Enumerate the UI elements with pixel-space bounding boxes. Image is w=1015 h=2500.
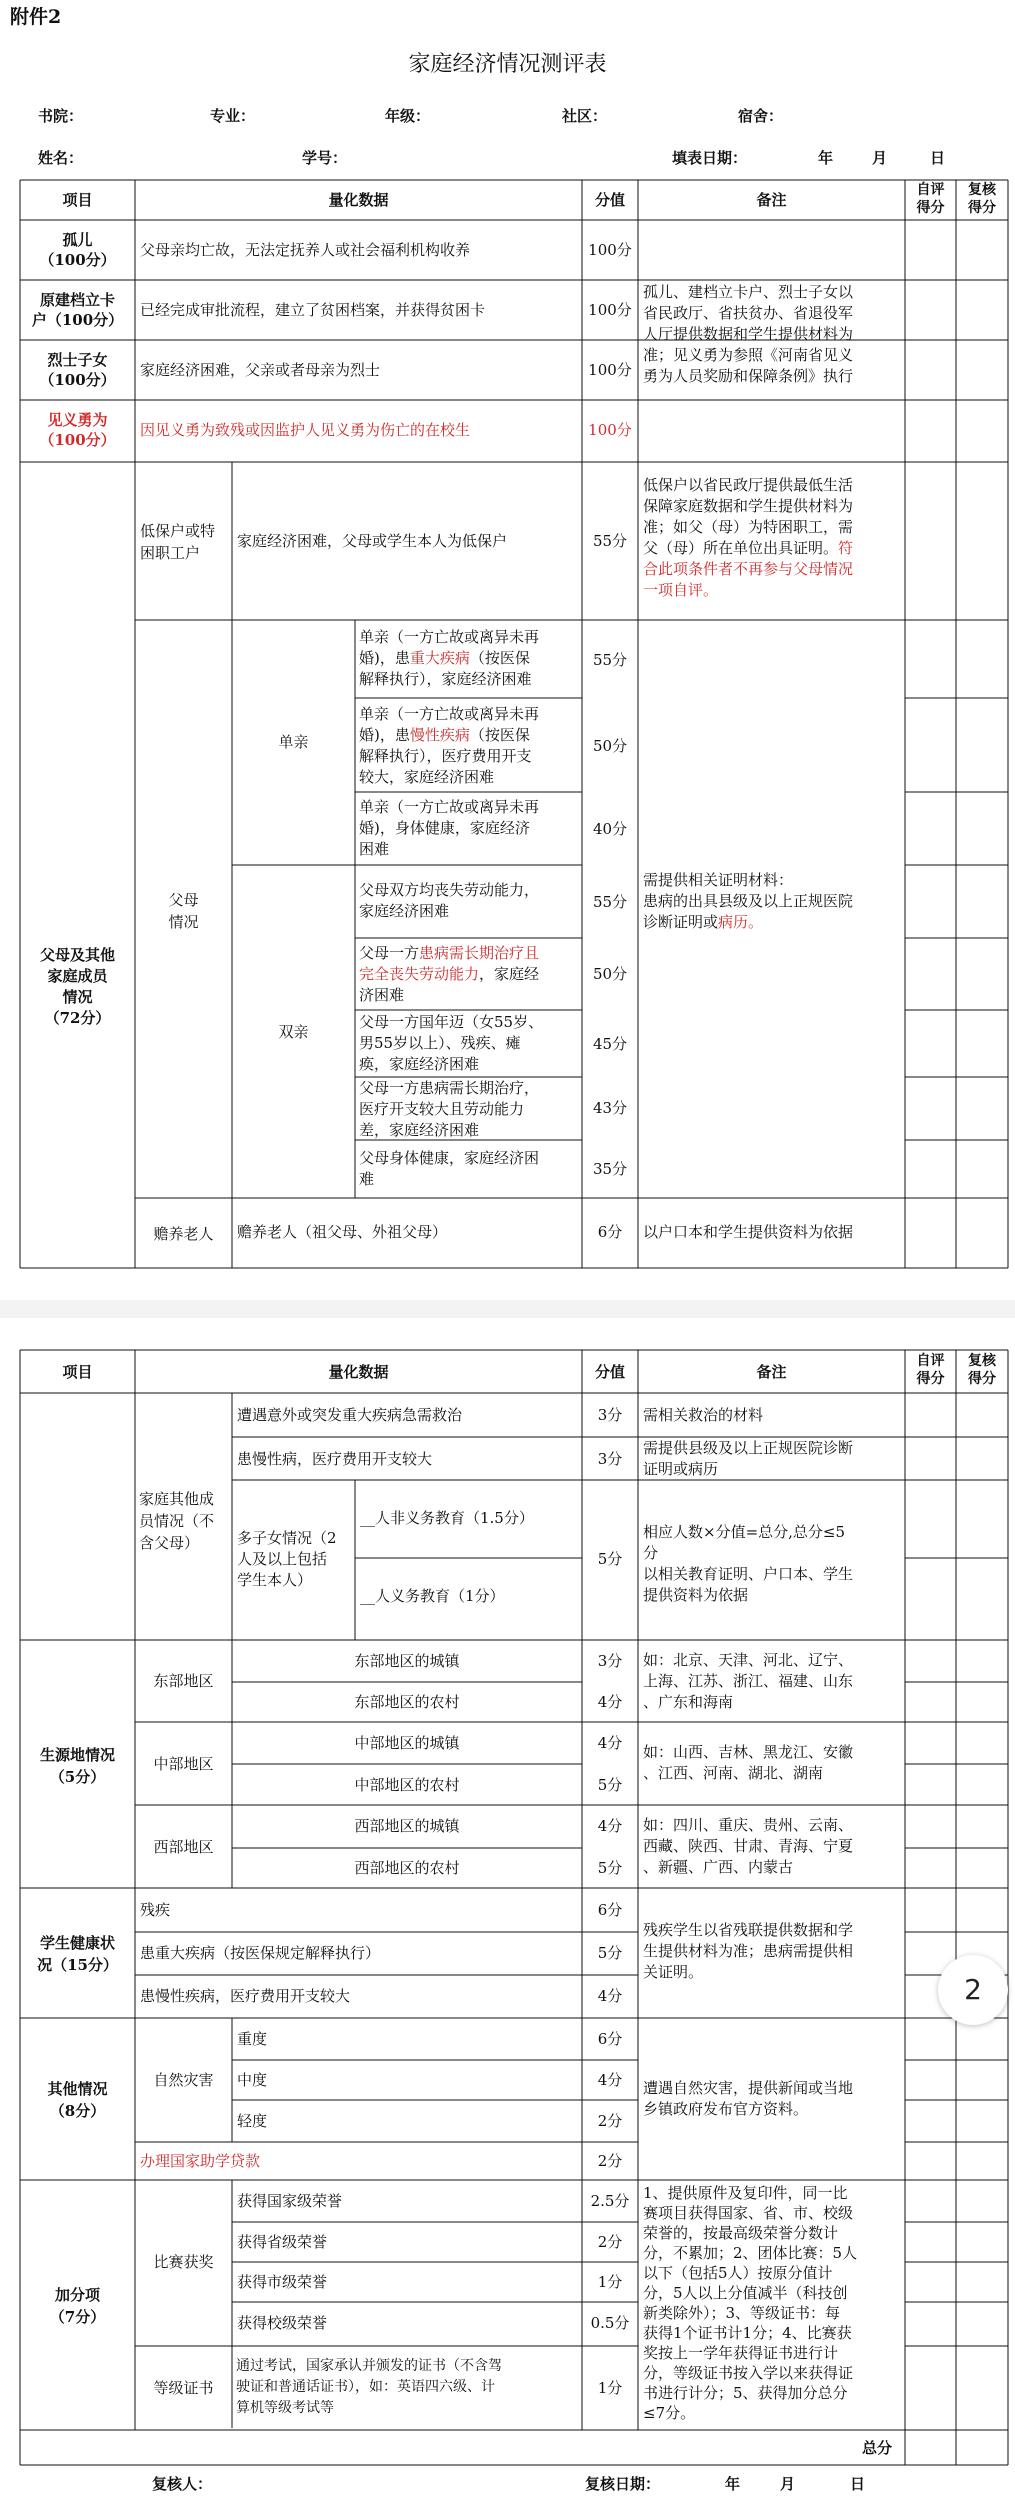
review-month: 月 bbox=[780, 2475, 796, 2493]
health-score-2: 5分 bbox=[597, 1944, 623, 1962]
martyr-title-1: 烈士子女 bbox=[47, 351, 108, 369]
health-remark-line: 关证明。 bbox=[643, 1963, 704, 1981]
orphan-title-2: （100分） bbox=[39, 251, 116, 269]
review-date-label: 复核日期： bbox=[585, 2475, 661, 2493]
cert-text bbox=[236, 2356, 502, 2419]
poverty-score: 100分 bbox=[588, 301, 632, 319]
poverty-title bbox=[20, 290, 135, 330]
region-east-label: 东部地区 bbox=[153, 1672, 214, 1690]
other-remark bbox=[643, 2078, 853, 2120]
east-rural: 东部地区的农村 bbox=[354, 1693, 460, 1711]
remark-100-line: 省民政厅、省扶贫办、省退役军 bbox=[643, 304, 854, 322]
origin-title-line: 生源地情况 bbox=[39, 1746, 115, 1764]
bonus-title-line: （7分） bbox=[49, 2308, 106, 2326]
multi-label-line: 人及以上包括 bbox=[237, 1550, 328, 1568]
low-remark-line: 低保户以省民政厅提供最低生活 bbox=[643, 476, 854, 494]
health-score-3: 4分 bbox=[597, 1987, 623, 2005]
multi-remark-line: 分 bbox=[643, 1544, 659, 1562]
east-remark-line: 如：北京、天津、河北、辽宁、 bbox=[643, 1651, 854, 1669]
single-1-score: 55分 bbox=[592, 651, 628, 669]
west-remark-line: 如：四川、重庆、贵州、云南、 bbox=[643, 1816, 854, 1834]
parents-remark bbox=[643, 870, 853, 933]
cert-text-line: 通过考试，国家承认并颁发的证书（不含驾 bbox=[236, 2358, 502, 2374]
low-label-line: 困职工户 bbox=[140, 544, 201, 562]
orphan-score: 100分 bbox=[588, 241, 632, 259]
bonus-remark-line: 分，等级证书按入学以来获得证 bbox=[643, 2364, 854, 2382]
elderly-label: 赡养老人 bbox=[153, 1225, 214, 1243]
other-title-line: 其他情况 bbox=[47, 2080, 108, 2098]
low-remark-red: 合此项条件者不再参与父母情况 bbox=[643, 560, 854, 578]
bonus-remark-line: 赛项目获得国家、省、市、校级 bbox=[643, 2204, 854, 2222]
martyr-score: 100分 bbox=[588, 361, 632, 379]
header-self bbox=[905, 1352, 956, 1388]
double-3-line: 痪，家庭经济困难 bbox=[359, 1055, 480, 1073]
central-remark bbox=[643, 1742, 853, 1784]
header-score: 分值 bbox=[594, 191, 625, 209]
multi-label bbox=[237, 1528, 337, 1591]
east-remark-line: 上海、江苏、浙江、福建、山东 bbox=[643, 1672, 854, 1690]
other-title-line: （8分） bbox=[49, 2102, 106, 2120]
single-3-line: 困难 bbox=[359, 840, 390, 858]
double-row-1 bbox=[359, 880, 581, 922]
central-remark-line: 、江西、河南、湖北、湖南 bbox=[643, 1764, 824, 1782]
family-title-line: 父母及其他 bbox=[39, 946, 115, 964]
region-west-label: 西部地区 bbox=[153, 1838, 214, 1856]
single-2-line: （按医保 bbox=[469, 726, 530, 744]
hero-score: 100分 bbox=[588, 421, 632, 439]
cert-text-line: 驶证和普通话证书），如：英语四六级、计 bbox=[236, 2379, 495, 2395]
double-2-line: 济困难 bbox=[359, 986, 405, 1004]
date-label: 填表日期： bbox=[672, 149, 748, 167]
single-2-line: 单亲（一方亡故或离异未再 bbox=[359, 705, 540, 723]
award-provincial: 获得省级荣誉 bbox=[237, 2233, 328, 2251]
header-item: 项目 bbox=[62, 191, 93, 209]
single-row-1 bbox=[359, 627, 581, 690]
martyr-text: 家庭经济困难，父亲或者母亲为烈士 bbox=[140, 361, 381, 379]
award-label: 比赛获奖 bbox=[153, 2253, 214, 2271]
double-5-line: 父母身体健康，家庭经济困 bbox=[359, 1149, 540, 1167]
double-row-3 bbox=[359, 1012, 581, 1075]
low-remark-line: 保障家庭数据和学生提供材料为 bbox=[643, 497, 854, 515]
other-remark-line: 遭遇自然灾害，提供新闻或当地 bbox=[643, 2079, 854, 2097]
central-rural-score: 5分 bbox=[597, 1776, 623, 1794]
origin-title bbox=[20, 1744, 135, 1788]
west-town-score: 4分 bbox=[597, 1817, 623, 1835]
single-2-red: 慢性疾病 bbox=[409, 726, 470, 744]
central-town: 中部地区的城镇 bbox=[354, 1734, 460, 1752]
header-review bbox=[956, 1352, 1008, 1388]
chronic-remark bbox=[643, 1438, 853, 1480]
central-town-score: 4分 bbox=[597, 1734, 623, 1752]
chronic-remark-line: 证明或病历 bbox=[643, 1460, 719, 1478]
remark-100 bbox=[643, 282, 853, 387]
multi-remark-line: 以相关教育证明、户口本、学生 bbox=[643, 1565, 854, 1583]
west-remark-line: 西藏、陕西、甘肃、青海、宁夏 bbox=[643, 1837, 854, 1855]
double-3-score: 45分 bbox=[592, 1035, 628, 1053]
martyr-title-2: （100分） bbox=[39, 371, 116, 389]
single-2-line: 解释执行），医疗费用开支 bbox=[359, 747, 532, 765]
chronic-score: 3分 bbox=[597, 1450, 623, 1468]
low-remark bbox=[643, 475, 853, 601]
low-remark-line: 准；如父（母）为特困职工，需 bbox=[643, 518, 854, 536]
header-self bbox=[905, 181, 956, 217]
header-review-1: 复核 bbox=[968, 1353, 996, 1369]
orphan-title-1: 孤儿 bbox=[62, 231, 93, 249]
bonus-remark-line: 书进行计分；5、获得加分总分 bbox=[643, 2384, 848, 2402]
low-label bbox=[140, 520, 215, 564]
disaster-moderate-score: 4分 bbox=[597, 2071, 623, 2089]
double-2-red: 患病需长期治疗且 bbox=[419, 944, 540, 962]
single-row-2 bbox=[359, 704, 581, 788]
award-national: 获得国家级荣誉 bbox=[237, 2192, 343, 2210]
low-remark-line: 父（母）所在单位出具证明。 bbox=[643, 539, 839, 557]
double-1-line: 家庭经济困难 bbox=[359, 902, 450, 920]
double-2-score: 50分 bbox=[592, 965, 628, 983]
region-central-label: 中部地区 bbox=[153, 1755, 214, 1773]
header-review-1: 复核 bbox=[968, 182, 996, 198]
attachment-label: 附件2 bbox=[10, 6, 62, 28]
health-title bbox=[20, 1932, 135, 1976]
bonus-remark-line: 奖按上一学年获得证书进行计 bbox=[643, 2344, 839, 2362]
multi-remark-line: 提供资料为依据 bbox=[643, 1586, 749, 1604]
header-self-2: 得分 bbox=[916, 200, 945, 216]
bonus-remark-line: ≤7分。 bbox=[643, 2404, 696, 2422]
bonus-remark-line: 1、提供原件及复印件，同一比 bbox=[643, 2184, 848, 2202]
east-rural-score: 4分 bbox=[597, 1693, 623, 1711]
family-title bbox=[20, 945, 135, 1029]
major-label: 专业： bbox=[210, 107, 256, 125]
award-national-score: 2.5分 bbox=[590, 2192, 630, 2210]
east-town-score: 3分 bbox=[597, 1652, 623, 1670]
student-id-label: 学号： bbox=[302, 149, 348, 167]
poverty-title-1: 原建档立卡 bbox=[39, 291, 115, 309]
header-remark: 备注 bbox=[756, 1363, 787, 1381]
header-item: 项目 bbox=[62, 1363, 93, 1381]
remark-100-line: 勇为人员奖励和保障条例》执行 bbox=[643, 367, 854, 385]
family-title-line: （72分） bbox=[44, 1009, 111, 1027]
family-other-label bbox=[139, 1488, 214, 1554]
parents-remark-line: 需提供相关证明材料： bbox=[643, 871, 794, 889]
bonus-remark-line: 以下（包括5人）按原分值计 bbox=[643, 2264, 833, 2282]
double-2-line: 父母一方 bbox=[359, 944, 420, 962]
cert-text-line: 算机等级考试等 bbox=[236, 2400, 334, 2416]
single-row-3 bbox=[359, 797, 581, 860]
low-text: 家庭经济困难，父母或学生本人为低保户 bbox=[237, 532, 508, 550]
page-indicator-button[interactable]: 2 bbox=[938, 1955, 1008, 2025]
total-label: 总分 bbox=[862, 2439, 893, 2457]
dorm-label: 宿舍： bbox=[738, 107, 784, 125]
hero-title-1: 见义勇为 bbox=[47, 411, 108, 429]
double-3-line: 父母一方国年迈（女55岁、 bbox=[359, 1013, 544, 1031]
remark-100-line: 孤儿、建档立卡户、烈士子女以 bbox=[643, 283, 854, 301]
parents-label bbox=[135, 889, 232, 933]
family-title-line: 情况 bbox=[62, 988, 93, 1006]
double-1-score: 55分 bbox=[592, 893, 628, 911]
disaster-label: 自然灾害 bbox=[153, 2071, 214, 2089]
double-3-line: 男55岁以上）、残疾、瘫 bbox=[359, 1034, 521, 1052]
academy-label: 书院： bbox=[38, 107, 84, 125]
bonus-remark-line: 新类除外）；3、等级证书：每 bbox=[643, 2304, 841, 2322]
cert-label: 等级证书 bbox=[153, 2379, 214, 2397]
disaster-moderate: 中度 bbox=[237, 2071, 268, 2089]
central-remark-line: 如：山西、吉林、黑龙江、安徽 bbox=[643, 1743, 854, 1761]
multi-remark-line: 相应人数×分值=总分,总分≤5 bbox=[643, 1523, 846, 1541]
double-row-2 bbox=[359, 943, 581, 1006]
date-year: 年 bbox=[818, 149, 834, 167]
double-row-4 bbox=[359, 1078, 581, 1141]
double-5-line: 难 bbox=[359, 1170, 375, 1188]
bonus-remark-line: 获得1个证书计1分；4、比赛获 bbox=[643, 2324, 852, 2342]
martyr-title bbox=[20, 350, 135, 390]
accident-remark: 需相关救治的材料 bbox=[643, 1406, 764, 1424]
double-4-line: 医疗开支较大且劳动能力 bbox=[359, 1100, 525, 1118]
header-score: 分值 bbox=[594, 1363, 625, 1381]
accident-text: 遭遇意外或突发重大疾病急需救治 bbox=[237, 1406, 463, 1424]
low-remark-red: 符 bbox=[838, 539, 854, 557]
single-1-red: 重大疾病 bbox=[409, 649, 470, 667]
bonus-title-line: 加分项 bbox=[54, 2286, 100, 2304]
disaster-mild-score: 2分 bbox=[597, 2112, 623, 2130]
review-year: 年 bbox=[725, 2475, 741, 2493]
bonus-remark-line: 分，不累加；2、团体比赛：5人 bbox=[643, 2244, 858, 2262]
multi-label-line: 学生本人） bbox=[237, 1571, 313, 1589]
central-rural: 中部地区的农村 bbox=[354, 1776, 460, 1794]
name-label: 姓名： bbox=[38, 149, 84, 167]
orphan-text: 父母亲均亡故，无法定抚养人或社会福利机构收养 bbox=[140, 241, 471, 259]
accident-score: 3分 bbox=[597, 1406, 623, 1424]
multi-score: 5分 bbox=[597, 1550, 623, 1568]
double-4-score: 43分 bbox=[592, 1099, 628, 1117]
low-remark-red: 一项自评。 bbox=[643, 581, 719, 599]
poverty-title-2: 户（100分） bbox=[31, 311, 124, 329]
bonus-title bbox=[20, 2284, 135, 2328]
hero-title-2: （100分） bbox=[39, 431, 116, 449]
header-remark: 备注 bbox=[756, 191, 787, 209]
single-1-line: 单亲（一方亡故或离异未再 bbox=[359, 628, 540, 646]
single-1-line: （按医保 bbox=[469, 649, 530, 667]
health-score-1: 6分 bbox=[597, 1901, 623, 1919]
loan-text: 办理国家助学贷款 bbox=[140, 2152, 261, 2170]
east-town: 东部地区的城镇 bbox=[354, 1652, 460, 1670]
award-provincial-score: 2分 bbox=[597, 2233, 623, 2251]
health-remark bbox=[643, 1920, 853, 1983]
grade-label: 年级： bbox=[385, 107, 431, 125]
double-1-line: 父母双方均丧失劳动能力， bbox=[359, 881, 540, 899]
header-self-1: 自评 bbox=[916, 182, 945, 198]
double-2-red: 完全丧失劳动能力 bbox=[359, 965, 480, 983]
award-city: 获得市级荣誉 bbox=[237, 2273, 328, 2291]
page-break bbox=[0, 1300, 1015, 1318]
parents-label-line: 情况 bbox=[168, 913, 199, 931]
award-school: 获得校级荣誉 bbox=[237, 2314, 328, 2332]
review-day: 日 bbox=[850, 2475, 866, 2493]
parents-remark-red: 病历。 bbox=[718, 913, 764, 931]
remark-100-line: 准；见义勇为参照《河南省见义 bbox=[643, 346, 854, 364]
health-row-1: 残疾 bbox=[140, 1901, 171, 1919]
parents-remark-line: 患病的出具县级及以上正规医院 bbox=[643, 892, 854, 910]
cert-score: 1分 bbox=[597, 2379, 623, 2397]
orphan-title bbox=[20, 230, 135, 270]
east-remark bbox=[643, 1650, 853, 1713]
multi-non-compulsory: __人非义务教育（1.5分） bbox=[360, 1509, 534, 1527]
multi-remark bbox=[643, 1522, 853, 1606]
family-other-label-line: 员情况（不 bbox=[139, 1512, 215, 1530]
header-self-2: 得分 bbox=[916, 1371, 945, 1387]
elderly-score: 6分 bbox=[597, 1223, 623, 1241]
west-town: 西部地区的城镇 bbox=[354, 1817, 460, 1835]
other-title bbox=[20, 2078, 135, 2122]
health-row-2: 患重大疾病（按医保规定解释执行） bbox=[140, 1944, 381, 1962]
disaster-severe: 重度 bbox=[237, 2030, 268, 2048]
multi-label-line: 多子女情况（2 bbox=[237, 1529, 337, 1547]
origin-title-line: （5分） bbox=[49, 1768, 106, 1786]
chronic-text: 患慢性病，医疗费用开支较大 bbox=[237, 1450, 433, 1468]
hero-title bbox=[20, 410, 135, 450]
health-remark-line: 残疾学生以省残联提供数据和学 bbox=[643, 1921, 854, 1939]
chronic-remark-line: 需提供县级及以上正规医院诊断 bbox=[643, 1439, 854, 1457]
double-4-line: 差，家庭经济困难 bbox=[359, 1121, 480, 1139]
other-remark-line: 乡镇政府发布官方资料。 bbox=[643, 2100, 809, 2118]
family-other-label-line: 含父母） bbox=[139, 1534, 200, 1552]
east-remark-line: 、广东和海南 bbox=[643, 1693, 734, 1711]
multi-compulsory: __人义务教育（1分） bbox=[360, 1587, 505, 1605]
west-rural: 西部地区的农村 bbox=[354, 1859, 460, 1877]
single-2-score: 50分 bbox=[592, 737, 628, 755]
header-review bbox=[956, 181, 1008, 217]
hero-text: 因见义勇为致残或因监护人见义勇为伤亡的在校生 bbox=[140, 421, 471, 439]
west-rural-score: 5分 bbox=[597, 1859, 623, 1877]
date-month: 月 bbox=[872, 149, 888, 167]
date-day: 日 bbox=[930, 149, 946, 167]
poverty-text: 已经完成审批流程，建立了贫困档案，并获得贫困卡 bbox=[140, 301, 486, 319]
elderly-text: 赡养老人（祖父母、外祖父母） bbox=[237, 1223, 448, 1241]
single-2-line: 婚)，患 bbox=[359, 726, 410, 744]
double-2-line: ，家庭经 bbox=[479, 965, 540, 983]
page-title: 家庭经济情况测评表 bbox=[408, 52, 607, 77]
west-remark-line: 、新疆、广西、内蒙古 bbox=[643, 1858, 794, 1876]
remark-100-line: 人厅提供数据和学生提供材料为 bbox=[643, 325, 854, 343]
single-3-line: 单亲（一方亡故或离异未再 bbox=[359, 798, 540, 816]
reviewer-label: 复核人： bbox=[152, 2475, 213, 2493]
double-5-score: 35分 bbox=[592, 1160, 628, 1178]
family-other-label-line: 家庭其他成 bbox=[139, 1490, 215, 1508]
parents-label-line: 父母 bbox=[168, 891, 199, 909]
loan-score: 2分 bbox=[597, 2152, 623, 2170]
single-2-line: 较大，家庭经济困难 bbox=[359, 768, 495, 786]
double-label: 双亲 bbox=[278, 1023, 309, 1041]
parents-remark-line: 诊断证明或 bbox=[643, 913, 719, 931]
award-city-score: 1分 bbox=[597, 2273, 623, 2291]
elderly-remark: 以户口本和学生提供资料为依据 bbox=[643, 1223, 854, 1241]
health-title-line: 况（15分） bbox=[37, 1956, 118, 1974]
bonus-remark-line: 荣誉的，按最高级荣誉分数计 bbox=[643, 2224, 839, 2242]
double-row-5 bbox=[359, 1148, 581, 1190]
header-quant: 量化数据 bbox=[328, 191, 389, 209]
single-label: 单亲 bbox=[278, 733, 309, 751]
header-quant: 量化数据 bbox=[328, 1363, 389, 1381]
community-label: 社区： bbox=[562, 107, 608, 125]
west-remark bbox=[643, 1815, 853, 1878]
award-school-score: 0.5分 bbox=[590, 2314, 630, 2332]
single-3-score: 40分 bbox=[592, 820, 628, 838]
low-label-line: 低保户或特 bbox=[140, 522, 216, 540]
double-4-line: 父母一方患病需长期治疗， bbox=[359, 1079, 540, 1097]
single-1-line: 解释执行），家庭经济困难 bbox=[359, 670, 532, 688]
header-review-2: 得分 bbox=[968, 1371, 996, 1387]
disaster-mild: 轻度 bbox=[237, 2112, 268, 2130]
low-score: 55分 bbox=[592, 532, 628, 550]
bonus-remark bbox=[643, 2183, 857, 2423]
health-remark-line: 生提供材料为准；患病需提供相 bbox=[643, 1942, 854, 1960]
header-self-1: 自评 bbox=[916, 1353, 945, 1369]
disaster-severe-score: 6分 bbox=[597, 2030, 623, 2048]
family-title-line: 家庭成员 bbox=[47, 967, 108, 985]
health-row-3: 患慢性疾病，医疗费用开支较大 bbox=[140, 1987, 351, 2005]
single-3-line: 婚)，身体健康，家庭经济 bbox=[359, 819, 530, 837]
bonus-remark-line: 分，5人以上分值减半（科技创 bbox=[643, 2284, 848, 2302]
header-review-2: 得分 bbox=[968, 200, 996, 216]
health-title-line: 学生健康状 bbox=[39, 1934, 115, 1952]
single-1-line: 婚)，患 bbox=[359, 649, 410, 667]
